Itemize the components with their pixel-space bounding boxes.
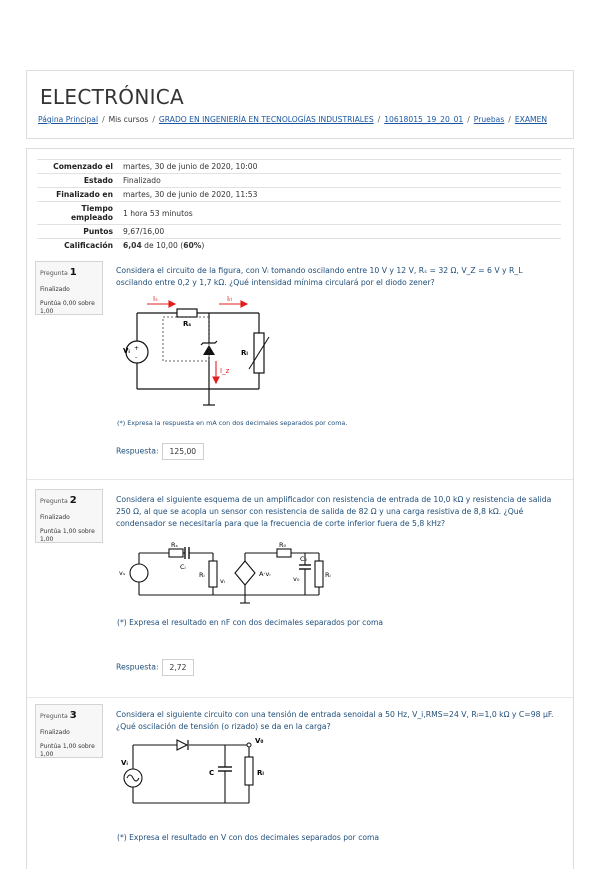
question-divider [27, 697, 573, 698]
label-rl: Rₗ [241, 349, 248, 357]
question-text-3: Considera el siguiente circuito con una tensión de entrada senoidal a 50 Hz, V_i,RMS=24 V, Rₗ=1,0 kΩ y C=98 μF. ¿Qué oscilación de tensión (o rizado) se da en la carga? [116, 710, 554, 731]
summary-row [37, 174, 561, 188]
svg-text:+: + [134, 345, 140, 352]
summary-row [37, 239, 561, 253]
question-info-3 [35, 704, 103, 758]
label-is: Iₛ [153, 295, 158, 303]
answer-field[interactable]: 125,00 [162, 443, 205, 460]
answer-field[interactable]: 2,72 [162, 659, 195, 676]
label-rs: Rₛ [171, 541, 178, 549]
summary-value: 9,67/16,00 [123, 227, 165, 236]
answer-label: Respuesta: [116, 446, 159, 456]
answer-row-2 [116, 659, 194, 676]
breadcrumb: Página Principal / Mis cursos / GRADO EN INGENIERÍA EN TECNOLOGÍAS INDUSTRIALES / 10618015_19_20_01 / Pruebas / EXAMEN [38, 115, 548, 124]
question-number: 2 [69, 495, 77, 506]
breadcrumb-tests-link[interactable]: Pruebas [473, 115, 505, 124]
label-vs: vₛ [119, 569, 126, 577]
question-note-2: (*) Expresa el resultado en nF con dos decimales separados por coma [117, 618, 384, 627]
attempt-summary-table [37, 159, 561, 252]
label-vo: V₀ [255, 737, 264, 745]
label-vi: Vᵢ [123, 347, 130, 355]
resistor-ro-icon [277, 549, 291, 557]
question-label: Pregunta [40, 713, 68, 720]
breadcrumb-home-link[interactable]: Página Principal [38, 115, 99, 124]
summary-value: martes, 30 de junio de 2020, 10:00 [123, 162, 258, 171]
question-divider [27, 479, 573, 480]
breadcrumb-my-courses: Mis cursos [108, 115, 149, 124]
resistor-ri-icon [209, 561, 217, 587]
capacitor-co-icon [299, 565, 311, 569]
grade-close: ) [201, 241, 205, 250]
dependent-source-icon [235, 561, 255, 585]
label-vo: v₀ [293, 575, 300, 583]
breadcrumb-exam-link[interactable]: EXAMEN [514, 115, 548, 124]
summary-row [37, 202, 561, 225]
breadcrumb-course-link[interactable]: 10618015_19_20_01 [384, 115, 464, 124]
label-irl: Iᵣₗ [227, 295, 233, 303]
resistor-rl-icon [245, 757, 253, 785]
svg-text:-: - [135, 354, 138, 361]
summary-value: Finalizado [123, 176, 161, 185]
label-c: C [209, 769, 215, 777]
question-info-2 [35, 489, 103, 543]
circuit-figure-3 [123, 739, 263, 809]
answer-label: Respuesta: [116, 662, 159, 672]
answer-row-1 [116, 443, 204, 460]
circuit-figure-2 [119, 539, 329, 609]
label-ri: Rᵢ [199, 571, 205, 579]
question-note-3: (*) Expresa el resultado en V con dos decimales separados por coma [117, 833, 380, 842]
summary-value: 1 hora 53 minutos [123, 208, 193, 218]
capacitor-ci-icon [185, 547, 189, 559]
diode-icon [177, 740, 188, 750]
question-state: Finalizado [40, 513, 70, 521]
grade-rest: de 10,00 ( [141, 241, 184, 250]
label-vi: vᵢ [220, 577, 226, 585]
course-title: ELECTRÓNICA [40, 85, 185, 109]
quiz-review [26, 148, 574, 869]
question-text-2: Considera el siguiente esquema de un amplificador con resistencia de entrada de 10,0 kΩ y resistencia de salida 250 Ω, al que se acopla un sensor con resistencia de salida de 82 Ω y una carga resistiva de 8,8 kΩ. ¿Qué condensador se necesitaría para que la frecuencia de corte inferior fuera de 5,8 kHz? [116, 495, 552, 528]
summary-label: Comenzado el [53, 162, 113, 171]
summary-value: martes, 30 de junio de 2020, 11:53 [123, 190, 258, 199]
resistor-rs-icon [177, 309, 197, 317]
signal-source-icon [130, 564, 148, 582]
question-label: Pregunta [40, 498, 68, 505]
summary-label: Finalizado en [56, 190, 113, 199]
question-label: Pregunta [40, 270, 68, 277]
summary-row [37, 188, 561, 202]
question-state: Finalizado [40, 728, 70, 736]
question-points: Puntúa 0,00 sobre 1,00 [40, 299, 95, 315]
summary-label: Tiempo empleado [70, 204, 113, 222]
label-ci: Cᵢ [180, 563, 186, 571]
question-state: Finalizado [40, 285, 70, 293]
resistor-rl-icon [315, 561, 323, 587]
label-rl: Rₗ [325, 571, 331, 579]
label-rs: Rₛ [183, 320, 192, 328]
summary-label: Calificación [64, 241, 113, 250]
summary-value [119, 239, 561, 253]
label-ro: R₀ [279, 541, 287, 549]
question-number: 1 [69, 267, 77, 278]
capacitor-icon [218, 767, 232, 771]
question-info-1 [35, 261, 103, 315]
question-text-1: Considera el circuito de la figura, con Vᵢ tomando oscilando entre 10 V y 12 V, Rₛ = 32 Ω, V_Z = 6 V y R_L oscilando entre 0,2 y 1,7 kΩ. ¿Qué intensidad mínima circulará por el diodo zener? [116, 266, 523, 287]
page-header [26, 70, 574, 139]
label-rl: Rₗ [257, 769, 264, 777]
output-node-icon [247, 743, 251, 747]
label-iz: I_z [220, 367, 230, 375]
question-note-1: (*) Expresa la respuesta en mA con dos decimales separados por coma. [117, 419, 348, 427]
breadcrumb-degree-link[interactable]: GRADO EN INGENIERÍA EN TECNOLOGÍAS INDUSTRIALES [158, 115, 374, 124]
summary-row [37, 160, 561, 174]
question-number: 3 [69, 710, 77, 721]
grade-score: 6,04 [123, 241, 142, 250]
circuit-figure-1 [123, 295, 263, 411]
question-points: Puntúa 1,00 sobre 1,00 [40, 742, 95, 758]
label-vi: Vᵢ [121, 759, 128, 767]
summary-label: Puntos [83, 227, 113, 236]
question-points: Puntúa 1,00 sobre 1,00 [40, 527, 95, 543]
summary-label: Estado [83, 176, 113, 185]
label-co: C₀ [300, 555, 308, 563]
label-av: A·vᵢ [259, 570, 271, 578]
summary-row [37, 225, 561, 239]
resistor-rs-icon [169, 549, 183, 557]
grade-percent: 60% [183, 241, 202, 250]
